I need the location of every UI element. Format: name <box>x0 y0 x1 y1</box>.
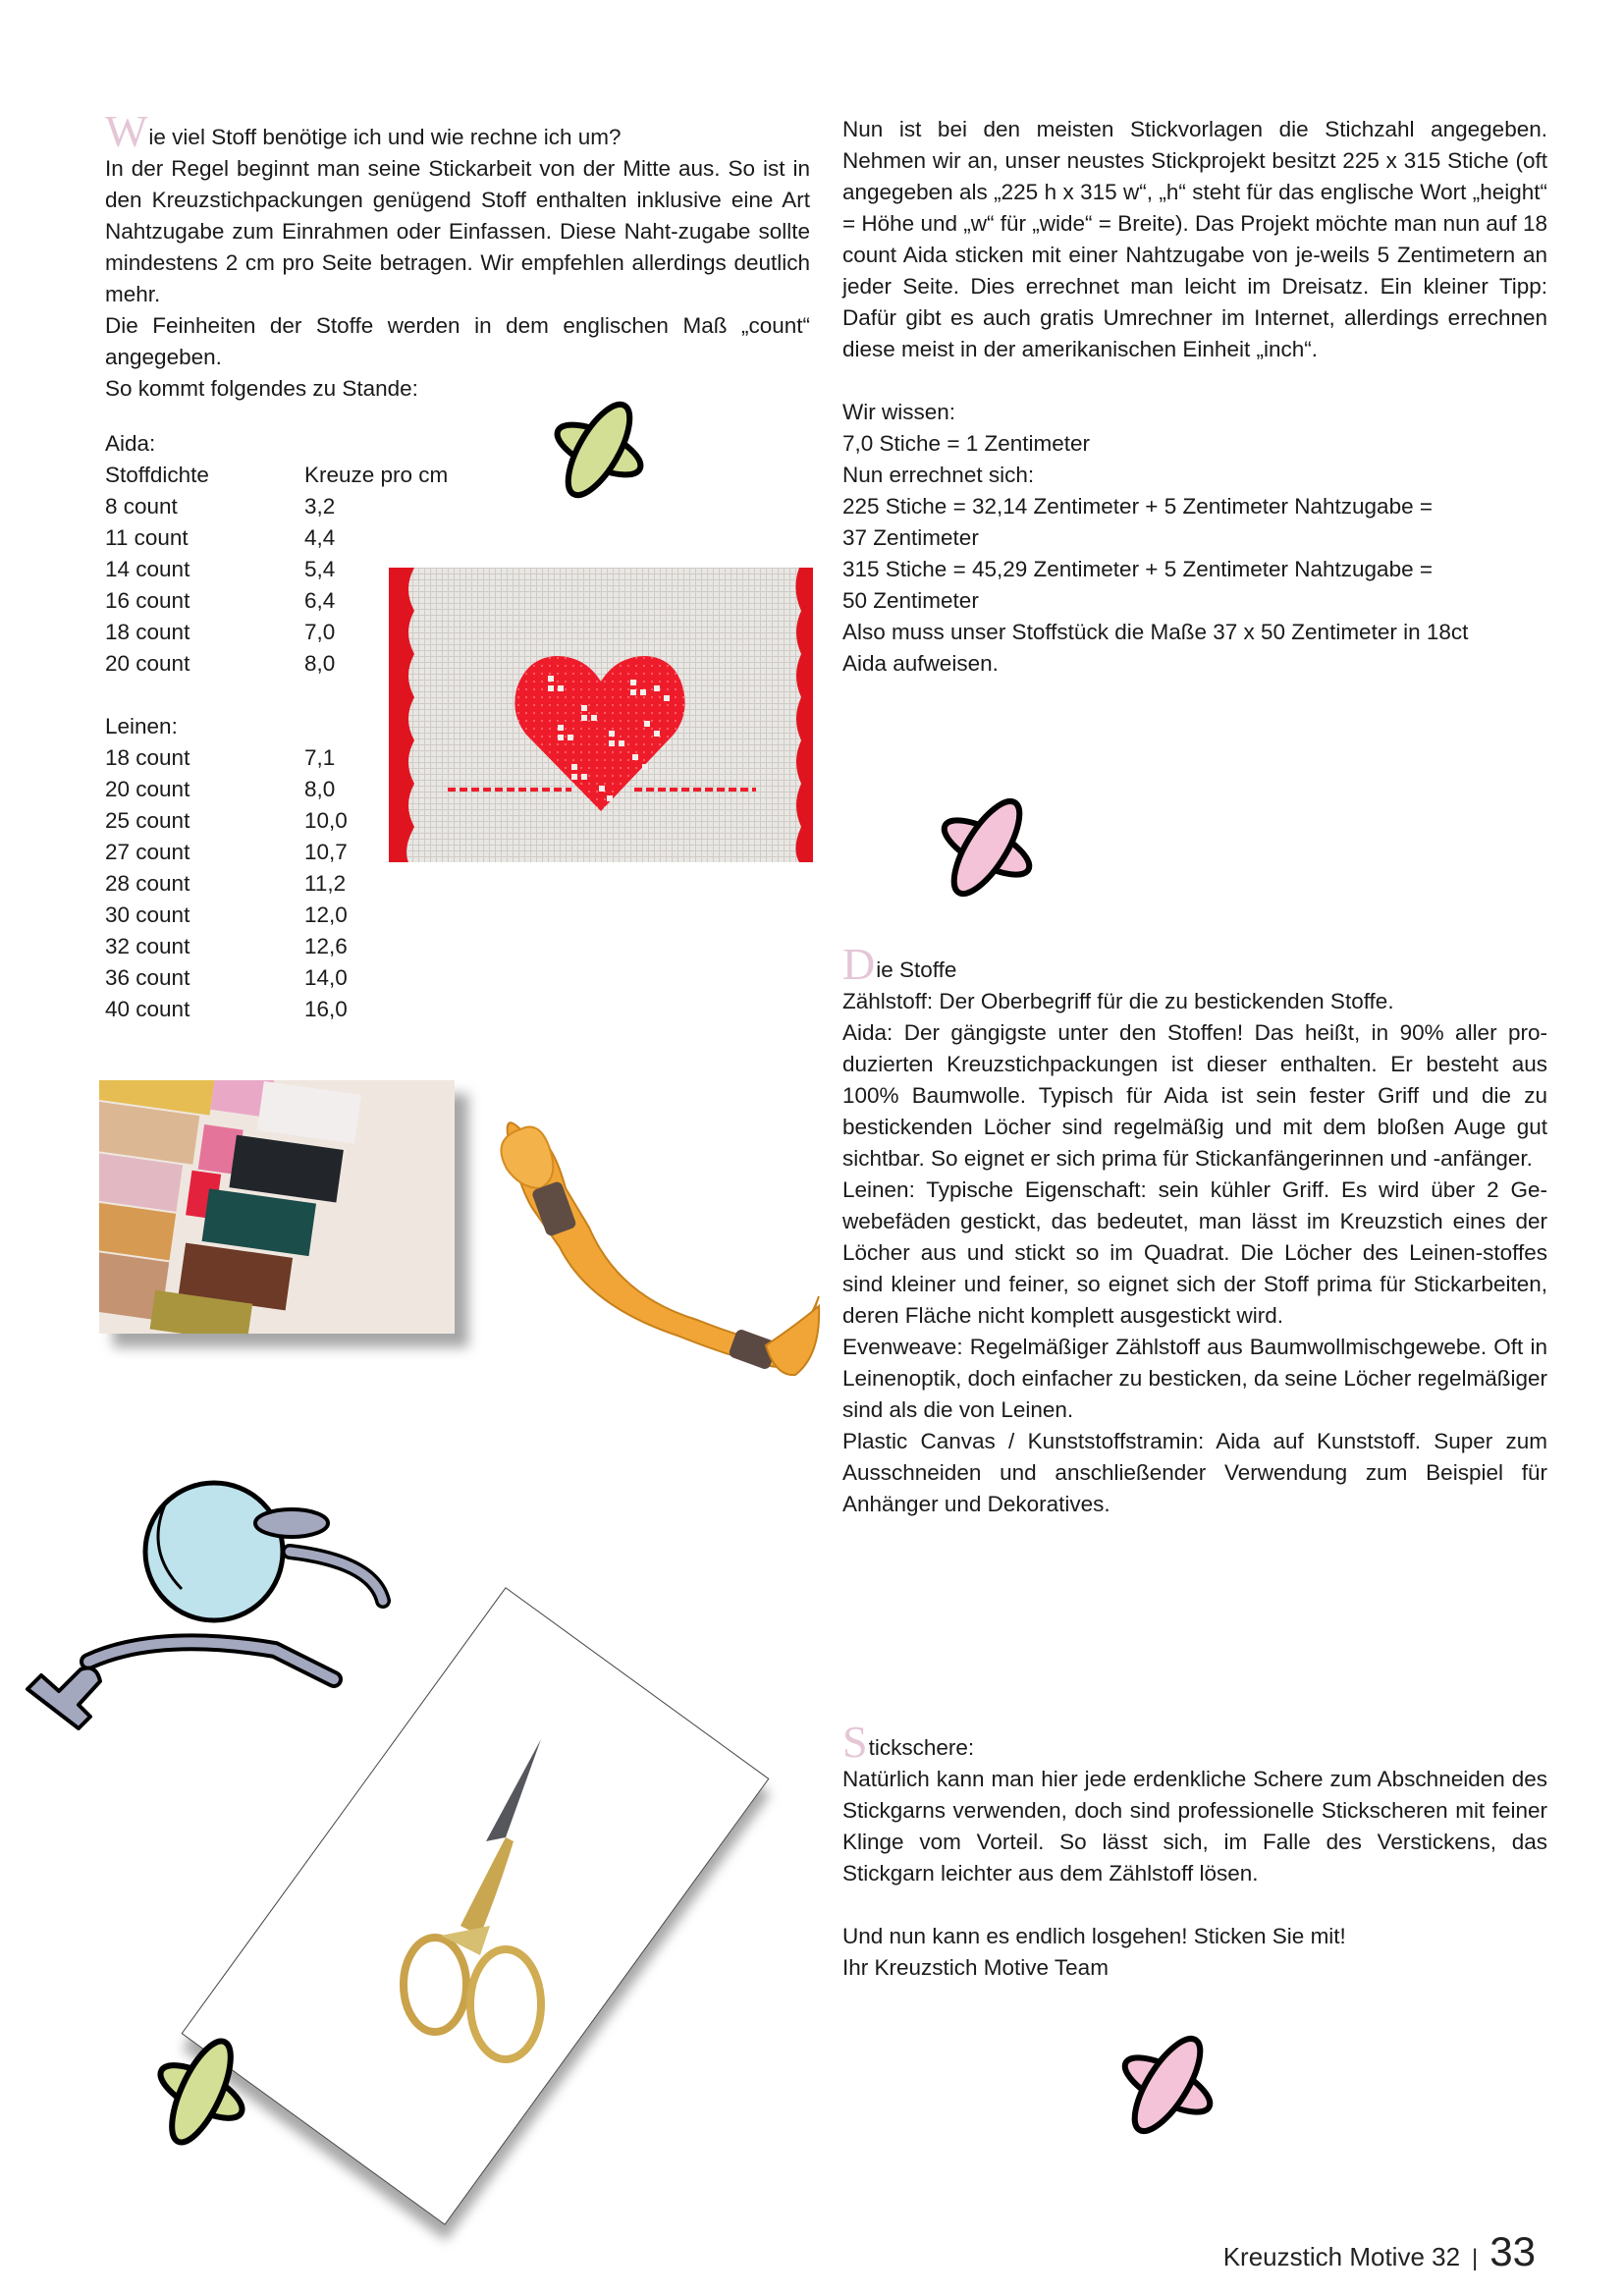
heart-cross-stitch-photo <box>389 568 813 862</box>
table-row: 18 count 7,0 <box>105 620 336 644</box>
count-paragraph: Die Feinheiten der Stoffe werden in dem englischen Maß „count“ angegeben. <box>105 313 810 369</box>
table-row: 28 count 11,2 <box>105 871 347 896</box>
page-number: 33 <box>1489 2228 1536 2274</box>
table-row: 36 count 14,0 <box>105 965 348 990</box>
fabric-paragraph-zaehlstoff: Zählstoff: Der Oberbegriff für die zu bestickenden Stoffe. <box>842 989 1394 1013</box>
table-header: Stoffdichte Kreuze pro cm <box>105 463 449 487</box>
decorative-cross-green-icon <box>137 2033 265 2151</box>
page-footer <box>1222 2228 1536 2274</box>
table-row: 11 count 4,4 <box>105 525 336 550</box>
table-lead-in: So kommt folgendes zu Stande: <box>105 376 418 401</box>
table-title: Leinen: <box>105 714 178 738</box>
scissors-paragraph: Natürlich kann man hier jede erdenkliche Schere zum Abschneiden des Stickgarns verwenden, doch sind professionelle Stickscheren mit feiner Klinge vom Vorteil. So lässt sich, im Falle des Verstickens, das Stickgarn leichter aus dem Zählstoff lösen. <box>842 1767 1547 1886</box>
fabric-paragraph-leinen: Leinen: Typische Eigenschaft: sein kühler Griff. Es wird über 2 Ge-webefäden gestickt, das bedeutet, man lässt im Kreuzstich eines der Löcher aus und stickt so im Quadrat. Die Löcher des Leinen-stoffes sind kleiner und feiner, so eignet sich der Stoff prima für Stickarbeiten, deren Fläche nicht komplett ausgestickt wird. <box>842 1177 1547 1328</box>
stickschere-section <box>842 1717 1547 1984</box>
section-heading-stoffmenge: Wie viel Stoff benötige ich und wie rechne ich um? <box>105 106 622 156</box>
table-row: 30 count 12,0 <box>105 902 348 927</box>
table-row: 18 count 7,1 <box>105 745 336 770</box>
calc-line: 7,0 Stiche = 1 Zentimeter <box>842 431 1091 456</box>
footer-separator: | <box>1472 2245 1479 2271</box>
table-row: 27 count 10,7 <box>105 840 348 864</box>
fabric-paragraph-evenweave: Evenweave: Regelmäßiger Zählstoff aus Baumwollmischgewebe. Oft in Leinenoptik, doch einfacher zu besticken, da seine Löcher regelmäßiger sind als die von Leinen. <box>842 1335 1547 1422</box>
calculation-intro: Nun ist bei den meisten Stickvorlagen die Stichzahl angegeben. Nehmen wir an, unser neustes Stickprojekt besitzt 225 x 315 Stiche (oft angegeben als „225 h x 315 w“, „h“ steht für das englische Wort „height“ = Höhe und „w“ für „wide“ = Breite). Das Projekt möchte man nun auf 18 count Aida sticken mit einer Nahtzugabe von je-weils 5 Zentimetern an jeder Seite. Dies errechnet man leicht im Dreisatz. Ein kleiner Tipp: Dafür gibt es auch gratis Umrechner im Internet, allerdings errechnen diese meist in der amerikanischen Einheit „inch“. <box>842 117 1547 361</box>
calc-line: 37 Zentimeter <box>842 525 979 550</box>
table-row: 16 count 6,4 <box>105 588 336 613</box>
calc-line: 225 Stiche = 32,14 Zentimeter + 5 Zentimeter Nahtzugabe = <box>842 494 1433 519</box>
section-heading-stickschere: Stickschere: <box>842 1717 975 1767</box>
section-heading-stoffe: Die Stoffe <box>842 939 957 989</box>
left-column <box>105 106 810 405</box>
magazine-title: Kreuzstich Motive 32 <box>1222 2242 1461 2271</box>
decorative-cross-green-icon <box>538 401 661 499</box>
calc-line: Aida aufweisen. <box>842 651 999 676</box>
stoffe-section <box>842 939 1547 1520</box>
signature-line: Ihr Kreuzstich Motive Team <box>842 1955 1109 1980</box>
dropcap: W <box>105 106 148 156</box>
table-row: 20 count 8,0 <box>105 777 336 801</box>
table-row: 25 count 10,0 <box>105 808 348 833</box>
fabric-paragraph-plastic-canvas: Plastic Canvas / Kunststoffstramin: Aida auf Kunststoff. Super zum Ausschneiden und anschließender Verwendung zum Beispiel für Anhänger und Dekoratives. <box>842 1429 1547 1516</box>
floss-skein-illustration <box>481 1110 825 1404</box>
calc-line: Also muss unser Stoffstück die Maße 37 x 50 Zentimeter in 18ct <box>842 620 1469 644</box>
decorative-cross-pink-icon <box>923 793 1051 902</box>
dropcap: D <box>842 939 876 989</box>
embroidery-floss-bobbins-photo <box>99 1080 455 1334</box>
calc-line: Wir wissen: <box>842 400 956 424</box>
table-title: Aida: <box>105 431 156 456</box>
calc-line: Nun errechnet sich: <box>842 463 1035 487</box>
table-row: 20 count 8,0 <box>105 651 336 676</box>
calc-line: 315 Stiche = 45,29 Zentimeter + 5 Zentimeter Nahtzugabe = <box>842 557 1433 581</box>
intro-paragraph: In der Regel beginnt man seine Stickarbeit von der Mitte aus. So ist in den Kreuzstichpackungen genügend Stoff enthalten inklusive eine Art Nahtzugabe zum Einrahmen oder Einfassen. Diese Naht-zugabe sollte mindestens 2 cm pro Seite betragen. Wir empfehlen allerdings deutlich mehr. <box>105 156 810 306</box>
table-row: 40 count 16,0 <box>105 997 348 1021</box>
fabric-paragraph-aida: Aida: Der gängigste unter den Stoffen! Das heißt, in 90% aller pro-duzierten Kreuzstichpackungen ist dieser enthalten. Er besteht aus 100% Baumwolle. Typisch für Aida ist sein fester Griff und die zu bestickenden Löcher sind regelmäßig und mit dem bloßen Auge gut sichtbar. So eignet er sich prima für Stickanfängerinnen und -anfänger. <box>842 1020 1547 1171</box>
decorative-cross-pink-icon <box>1104 2031 1231 2139</box>
closing-line: Und nun kann es endlich losgehen! Sticken Sie mit! <box>842 1924 1346 1948</box>
table-row: 14 count 5,4 <box>105 557 336 581</box>
table-row: 32 count 12,6 <box>105 934 348 958</box>
dropcap: S <box>842 1717 868 1767</box>
right-column <box>842 114 1547 680</box>
calc-line: 50 Zentimeter <box>842 588 979 613</box>
table-row: 8 count 3,2 <box>105 494 336 519</box>
